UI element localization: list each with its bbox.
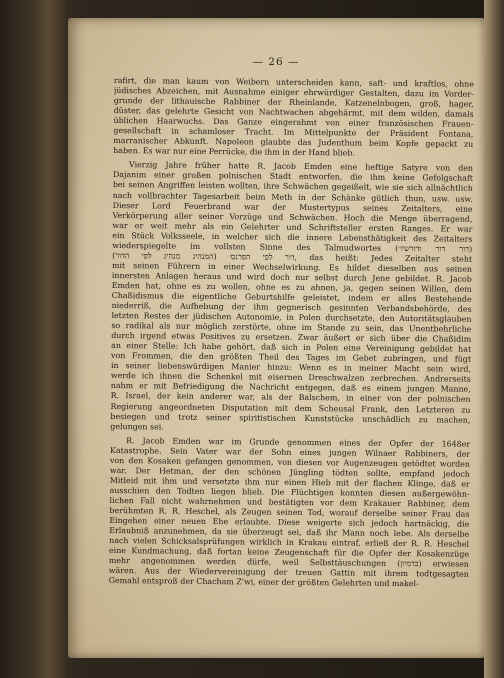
text-line: besiegen und trotz seiner spiritistischen Kunststücke unschädlich zu machen,	[110, 411, 471, 425]
text-line: R. Jacob Emden war im Grunde genommen eines der Opfer der 1648er	[126, 435, 471, 449]
text-line: innersten Anlagen heraus und wird doch nur selbst durch Jene gebildet. R. Jacob	[111, 270, 472, 284]
text-line: R. Israel, der kein anderer war, als der Balschem, in einer von der polnischen	[110, 391, 471, 405]
text-line: nach vollbrachter Tagesarbeit beim Meth in der Schänke gütlich thun, usw. usw.	[112, 190, 473, 204]
text-line: Eingehen einer neuen Ehe erlaubte. Diese weigerte sich jedoch hartnäckig, die	[109, 515, 470, 529]
paragraph-1	[113, 76, 474, 160]
text-line: jüdisches Abzeichen, mit Ausnahme einiger ehrwürdiger Gestalten, dazu im Vorder-	[113, 86, 474, 99]
book-spine	[0, 0, 70, 678]
paragraph-3	[109, 436, 471, 590]
text-line: Verkörperung aller seiner Vorzüge und Schwächen. Hoch die Menge überragend,	[112, 210, 473, 224]
text-line: von den Kosaken gefangen genommen, von diesen vor Augenzeugen getödtet worden	[109, 455, 471, 469]
text-line: gelungen sei.	[110, 421, 164, 432]
text-line: Gemahl entsproß der Chacham Z'wi, einer der größten Gelehrten und makel-	[108, 576, 419, 589]
text-line: Mitleid mit ihm und versetzte ihm nur einen Hieb mit der flachen Klinge, daß er	[109, 475, 470, 489]
text-line: mehr angenommen werden dürfe, weil Selbsttäuschungen (בדמיון) erwiesen	[108, 556, 469, 569]
text-line: in seiner liebenswürdigen Manier hinzu: Wenn es in meiner Macht sein wird,	[110, 361, 471, 375]
text-line: war. Der Hetman, der den schönen Jüngling tödten sollte, empfand jedoch	[109, 465, 470, 479]
text-line: rafirt, die man kaum von Weibern unterscheiden kann, saft- und kraftlos, ohne	[113, 76, 474, 89]
text-line: gesellschaft in schamloser Tracht. Im Mittelpunkte der Präsident Fontana,	[113, 126, 474, 140]
text-line: wären. Aus der Wiedervereinigung der treuen Gattin mit ihrem todtgesagten	[108, 566, 469, 579]
text-line: nahm er mit Befriedigung die Nachricht entgegen, daß es einem jungen Manne,	[110, 381, 471, 395]
text-line: düster, das gelehrte Gesicht von Nachtwachen abgehärmt, mit dem wilden, damals	[113, 106, 474, 119]
text-line: werde ich ihnen die Schenkel mit eisernen Dreschwalzen zerbrechen. Andrerseits	[110, 371, 471, 385]
text-line: üblichen Haarwuchs. Das Ganze eingerahmt von einer französischen Frauen-	[113, 116, 474, 129]
text-line: Dajanim einer großen polnischen Stadt entworfen, die ihm keine Gefolgschaft	[112, 170, 473, 184]
text-line: wiederspiegelte im vollsten Sinne des Talmudwortes (דור דור ודורשיו׳)	[112, 240, 473, 254]
text-line: letzten Restes der jüdischen Autonomie, in Polen durchsetzte, den Autoritätsglauben	[111, 311, 472, 324]
text-line: marranischer Abkunft. Napoleon glaubte das Judenthum beim Kopfe gepackt zu	[113, 136, 474, 150]
text-line: mit seinen Führern in einer Wechselwirkung. Es hildet dieselben aus seinen	[111, 260, 473, 274]
text-line: Dieser Lord Feuerbrand war der Mustertypus seines Zeitalters, eine	[112, 200, 473, 214]
paragraph-2	[110, 160, 473, 435]
text-line: grunde der lithauische Rabbiner der Rheinlande, Katzenelnbogen, groß, hager,	[113, 96, 474, 109]
text-line: war er weit mehr als ein Gelehrter und Schriftsteller ersten Ranges. Er war	[112, 220, 473, 234]
text-line: durch irgend etwas Positives zu ersetzen. Zwar äußert er sich über die Chaßidim	[111, 331, 472, 344]
text-line: Emden hat, ohne es zu wollen, ohne es zu ahnen, ja, gegen seinen Willen, dem	[111, 280, 472, 294]
text-line: bei seinen Angriffen leisten wollten, ihre Schwächen gegeißelt, wie sie sich allnächtlich	[112, 180, 473, 194]
text-line: nach vielen Schicksalsprüfungen wirklich in Krakau eintraf, erließ der R. R. Heschel	[109, 536, 470, 549]
text-line: Vierzig Jahre früher hatte R. Jacob Emden eine heftige Satyre von den	[129, 160, 474, 174]
page-number: — 26 —	[252, 56, 300, 68]
text-line: eine Kundmachung, daß fortan keine Zeugenschaft für die Opfer der Kosakenzüge	[108, 546, 470, 559]
text-line: so radikal als nur möglich zerstörte, ohne im Stande zu sein, das Unentbehrliche	[111, 321, 472, 334]
text-line: ausschien den Todten liegen blieb. Die Flüchtigen konnten diesen außergewöhn-	[109, 485, 470, 499]
body-text	[108, 76, 474, 650]
book-page	[68, 18, 484, 658]
text-line: berühmten R. R. Heschel, als Zeugen seinen Tod, worauf derselbe seiner Frau das	[109, 505, 470, 519]
text-line: ein Stück Volksseele, in welcher sich die innere Lebensthätigkeit des Zeitalters	[112, 230, 473, 244]
text-line: Erlaubniß anzunehmen, da sie überzeugt sei, daß ihr Mann noch lebe. Als derselbe	[109, 526, 470, 539]
text-line: haben. Es war nur eine Perrücke, die ihm in der Hand blieb.	[113, 146, 355, 158]
text-line: Chaßidismus die eigentliche Geburtshilfe geleistet, indem er alles Bestehende	[111, 290, 472, 304]
text-line: niederriß, die Aufhebung der ihm gegnerisch gesinnten Verbandsbehörde, des	[111, 301, 472, 314]
text-line: lichen Fall nicht wahrnehmen und bestätigten vor dem Krakauer Rabbiner, dem	[109, 495, 470, 509]
page-edge	[484, 0, 504, 678]
text-line: Regierung angeordneten Disputation mit dem Scheusal Frank, den Letzteren zu	[110, 401, 471, 415]
text-line: Katastrophe. Sein Vater war der Sohn eines jungen Wilnaer Rabbiners, der	[110, 445, 471, 459]
text-line: an einer Stelle: Ich habe gehört, daß sich in Polen eine Vereinigung gebildet hat	[111, 341, 472, 354]
text-line: דור לפי הפרנס׳ (המנהיג מנהיג לפי הדור), das heißt: Jedes Zeitalter steht	[112, 250, 473, 264]
text-line: von Frommen, die den größten Theil des Tages im Gebet zubringen, und fügt	[111, 351, 472, 365]
